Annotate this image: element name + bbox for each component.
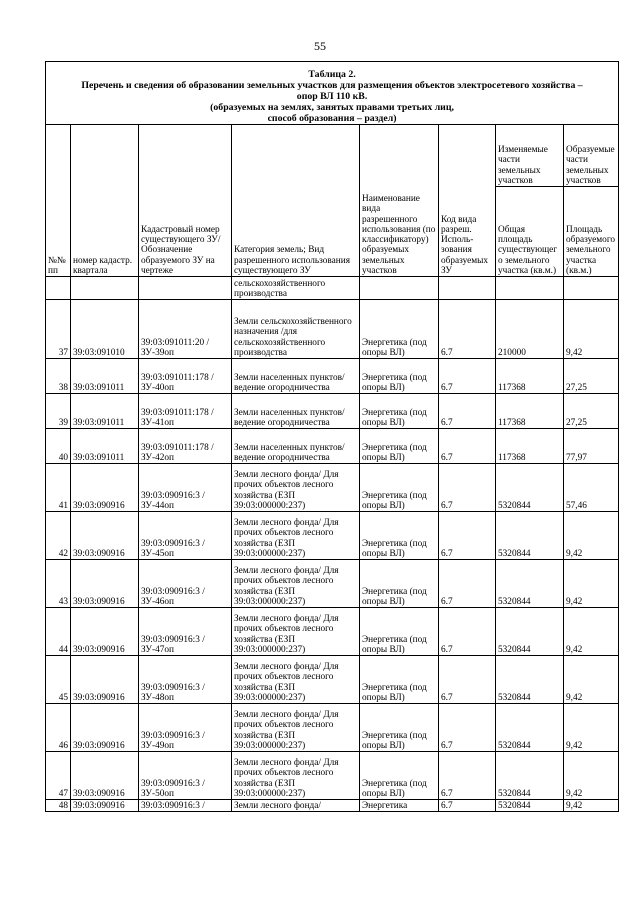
table-row (46, 512, 619, 560)
cell-no: 43 (46, 560, 71, 608)
table-row (46, 429, 619, 464)
cell-code: 6.7 (439, 300, 496, 359)
cell-total: 117368 (496, 429, 564, 464)
cell-code: 6.7 (439, 704, 496, 752)
cell-category: Земли лесного фонда/ Для прочих объектов лесного хозяйства (ЕЗП 39:03:000000:237) (232, 752, 360, 800)
header-changed-parts: Изменяемые части земельных участков (496, 125, 564, 187)
cell-code (439, 277, 496, 300)
title-line: способ образования – раздел) (267, 112, 397, 124)
cell-quarter: 39:03:090916 (71, 608, 139, 656)
cell-cadastral: 39:03:090916:3 / ЗУ-49оп (139, 704, 232, 752)
cell-area (564, 277, 619, 300)
cell-no: 46 (46, 704, 71, 752)
cell-quarter: 39:03:090916 (71, 752, 139, 800)
cell-area: 27,25 (564, 394, 619, 429)
title-line: (образуемых на землях, занятых правами третьих лиц, (210, 101, 454, 113)
cell-use: Энергетика (под опоры ВЛ) (360, 560, 439, 608)
cell-total: 5320844 (496, 800, 564, 812)
cell-area: 9,42 (564, 752, 619, 800)
cell-use: Энергетика (под опоры ВЛ) (360, 752, 439, 800)
header-quarter: номер кадастр. квартала (71, 125, 139, 277)
cell-cadastral: 39:03:090916:3 / ЗУ-48оп (139, 656, 232, 704)
table-row (46, 394, 619, 429)
cell-area: 9,42 (564, 704, 619, 752)
header-total-area: Общая площадь существующего земельного участка (кв.м.) (496, 187, 564, 277)
cell-category: Земли лесного фонда/ Для прочих объектов лесного хозяйства (ЕЗП 39:03:000000:237) (232, 656, 360, 704)
cell-quarter: 39:03:090916 (71, 656, 139, 704)
cell-total: 5320844 (496, 608, 564, 656)
cell-category: сельскохозяйственного производства (232, 277, 360, 300)
cell-cadastral: 39:03:090916:3 / ЗУ-50оп (139, 752, 232, 800)
cell-no: 39 (46, 394, 71, 429)
land-plots-table (45, 61, 619, 812)
title-line: Таблица 2. (308, 68, 356, 80)
table-row (46, 752, 619, 800)
cell-category: Земли лесного фонда/ Для прочих объектов лесного хозяйства (ЕЗП 39:03:000000:237) (232, 512, 360, 560)
cell-total: 5320844 (496, 656, 564, 704)
cell-use: Энергетика (под опоры ВЛ) (360, 608, 439, 656)
header-row (46, 125, 619, 187)
table-row (46, 800, 619, 812)
header-formed-parts: Образуемые части земельных участков (564, 125, 619, 187)
cell-category: Земли лесного фонда/ Для прочих объектов лесного хозяйства (ЕЗП 39:03:000000:237) (232, 704, 360, 752)
cell-quarter: 39:03:091011 (71, 394, 139, 429)
table-row (46, 656, 619, 704)
cell-quarter: 39:03:091011 (71, 359, 139, 394)
cell-no: 47 (46, 752, 71, 800)
cell-cadastral: 39:03:090916:3 / (139, 800, 232, 812)
cell-cadastral: 39:03:091011:178 / ЗУ-40оп (139, 359, 232, 394)
cell-category: Земли населенных пунктов/ ведение огородничества (232, 429, 360, 464)
title-line: Перечень и сведения об образовании земельных участков для размещения объектов электросетевого хозяйства – (81, 79, 583, 91)
header-formed-area: Площадь образуемого земельного участка (кв.м.) (564, 187, 619, 277)
cell-quarter: 39:03:091010 (71, 300, 139, 359)
cell-area: 9,42 (564, 300, 619, 359)
cell-cadastral: 39:03:090916:3 / ЗУ-45оп (139, 512, 232, 560)
cell-use: Энергетика (под опоры ВЛ) (360, 656, 439, 704)
cell-area: 9,42 (564, 608, 619, 656)
cell-no: 44 (46, 608, 71, 656)
cell-area: 9,42 (564, 512, 619, 560)
cell-total: 5320844 (496, 560, 564, 608)
table-row (46, 464, 619, 512)
cell-cadastral: 39:03:091011:20 / ЗУ-39оп (139, 300, 232, 359)
cell-code: 6.7 (439, 512, 496, 560)
cell-use: Энергетика (под опоры ВЛ) (360, 359, 439, 394)
cell-no: 45 (46, 656, 71, 704)
table-row (46, 300, 619, 359)
cell-total: 5320844 (496, 464, 564, 512)
cell-code: 6.7 (439, 560, 496, 608)
cell-area: 77,97 (564, 429, 619, 464)
cell-category: Земли лесного фонда/ Для прочих объектов лесного хозяйства (ЕЗП 39:03:000000:237) (232, 560, 360, 608)
cell-total: 210000 (496, 300, 564, 359)
cell-area: 9,42 (564, 800, 619, 812)
cell-no: 41 (46, 464, 71, 512)
header-cadastral: Кадастровый номер существующего ЗУ/ Обозначение образуемого ЗУ на чертеже (139, 125, 232, 277)
table-row (46, 560, 619, 608)
cell-quarter (71, 277, 139, 300)
cell-category: Земли лесного фонда/ Для прочих объектов лесного хозяйства (ЕЗП 39:03:000000:237) (232, 608, 360, 656)
cell-total (496, 277, 564, 300)
cell-use: Энергетика (под опоры ВЛ) (360, 704, 439, 752)
cell-cadastral: 39:03:090916:3 / ЗУ-44оп (139, 464, 232, 512)
cell-code: 6.7 (439, 752, 496, 800)
header-code: Код вида разреш. Исполь-зования образуемых ЗУ (439, 125, 496, 277)
cell-area: 57,46 (564, 464, 619, 512)
cell-area: 9,42 (564, 560, 619, 608)
cell-code: 6.7 (439, 656, 496, 704)
cell-area: 9,42 (564, 656, 619, 704)
cell-quarter: 39:03:091011 (71, 429, 139, 464)
cell-area: 27,25 (564, 359, 619, 394)
cell-cadastral (139, 277, 232, 300)
cell-use: Энергетика (под опоры ВЛ) (360, 512, 439, 560)
cell-cadastral: 39:03:091011:178 / ЗУ-41оп (139, 394, 232, 429)
cell-quarter: 39:03:090916 (71, 704, 139, 752)
cell-no: 38 (46, 359, 71, 394)
cell-code: 6.7 (439, 464, 496, 512)
page-number: 55 (314, 39, 326, 53)
cell-code: 6.7 (439, 429, 496, 464)
cell-quarter: 39:03:090916 (71, 560, 139, 608)
cell-no (46, 277, 71, 300)
cell-code: 6.7 (439, 800, 496, 812)
table-row (46, 704, 619, 752)
cell-no: 37 (46, 300, 71, 359)
header-category: Категория земель; Вид разрешенного использования существующего ЗУ (232, 125, 360, 277)
table-row (46, 359, 619, 394)
cell-cadastral: 39:03:090916:3 / ЗУ-46оп (139, 560, 232, 608)
cell-code: 6.7 (439, 359, 496, 394)
cell-quarter: 39:03:090916 (71, 512, 139, 560)
cell-category: Земли сельскохозяйственного назначения /для сельскохозяйственного производства (232, 300, 360, 359)
cell-use: Энергетика (под опоры ВЛ) (360, 394, 439, 429)
cell-use: Энергетика (под опоры ВЛ) (360, 300, 439, 359)
cell-category: Земли населенных пунктов/ ведение огородничества (232, 394, 360, 429)
cell-category: Земли населенных пунктов/ ведение огородничества (232, 359, 360, 394)
header-permitted-use: Наименование вида разрешенного использования (по классификатору) образуемых земельных участков (360, 125, 439, 277)
cell-total: 117368 (496, 394, 564, 429)
header-no: №№ пп (46, 125, 71, 277)
cell-use: Энергетика (под опоры ВЛ) (360, 464, 439, 512)
table-title-row (46, 62, 619, 125)
cell-total: 5320844 (496, 512, 564, 560)
cell-category: Земли лесного фонда/ (232, 800, 360, 812)
table-row (46, 277, 619, 300)
cell-total: 5320844 (496, 704, 564, 752)
title-line: опор ВЛ 110 кВ. (296, 90, 368, 102)
cell-total: 5320844 (496, 752, 564, 800)
table-row (46, 608, 619, 656)
cell-cadastral: 39:03:090916:3 / ЗУ-47оп (139, 608, 232, 656)
cell-use (360, 277, 439, 300)
cell-code: 6.7 (439, 608, 496, 656)
cell-no: 42 (46, 512, 71, 560)
cell-use: Энергетика (360, 800, 439, 812)
cell-total: 117368 (496, 359, 564, 394)
cell-quarter: 39:03:090916 (71, 464, 139, 512)
cell-cadastral: 39:03:091011:178 / ЗУ-42оп (139, 429, 232, 464)
cell-no: 48 (46, 800, 71, 812)
cell-no: 40 (46, 429, 71, 464)
table-title (46, 62, 619, 125)
cell-category: Земли лесного фонда/ Для прочих объектов лесного хозяйства (ЕЗП 39:03:000000:237) (232, 464, 360, 512)
cell-code: 6.7 (439, 394, 496, 429)
cell-quarter: 39:03:090916 (71, 800, 139, 812)
cell-use: Энергетика (под опоры ВЛ) (360, 429, 439, 464)
